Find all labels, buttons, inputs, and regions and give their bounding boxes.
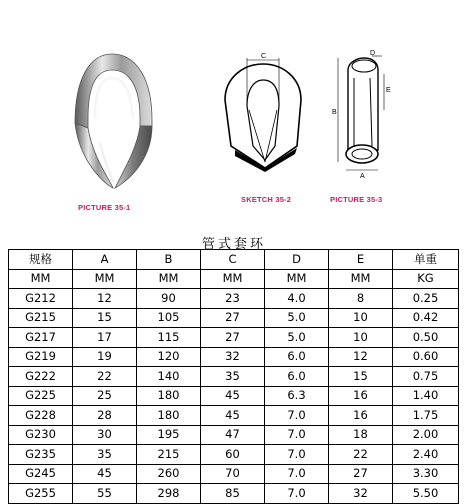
table-cell: 27 [201,308,265,328]
table-cell: 45 [201,386,265,406]
table-cell: 12 [73,289,137,309]
table-row [9,484,459,504]
table-cell: 10 [329,308,393,328]
table-cell: 5.0 [265,328,329,348]
table-cell: 16 [329,386,393,406]
table-cell: 6.0 [265,347,329,367]
table-cell: 10 [329,328,393,348]
table-cell: 90 [137,289,201,309]
table-cell: 7.0 [265,464,329,484]
table-cell: C [201,250,265,270]
picture-35-1-caption: PICTURE 35-1 [78,203,131,212]
table-cell: 115 [137,328,201,348]
table-cell: G228 [9,406,73,426]
table-cell: A [73,250,137,270]
table-cell: G230 [9,425,73,445]
table-cell: 32 [201,347,265,367]
table-cell: 120 [137,347,201,367]
table-cell: 140 [137,367,201,387]
table-cell: 2.40 [393,445,459,465]
table-cell: 单重 [393,250,459,270]
table-cell: 215 [137,445,201,465]
table-cell: MM [9,269,73,289]
table-row [9,328,459,348]
table-cell: 15 [73,308,137,328]
table-cell: MM [265,269,329,289]
table-cell: 22 [73,367,137,387]
table-cell: 2.00 [393,425,459,445]
table-row [9,406,459,426]
table-row [9,464,459,484]
thimble-side-view [320,50,400,190]
table-cell: G215 [9,308,73,328]
table-cell: 27 [201,328,265,348]
table-cell: 15 [329,367,393,387]
table-cell: 6.3 [265,386,329,406]
dim-b-label: B [332,109,337,116]
table-title: 管式套环 [201,237,266,252]
table-cell: 22 [329,445,393,465]
table-row [9,289,459,309]
table-cell: 1.75 [393,406,459,426]
table-row [9,347,459,367]
table-cell: 17 [73,328,137,348]
table-cell: 70 [201,464,265,484]
table-cell: 45 [201,406,265,426]
table-cell: 8 [329,289,393,309]
table-cell: G255 [9,484,73,504]
table-cell: G217 [9,328,73,348]
table-cell: 1.40 [393,386,459,406]
dim-d-label: D [370,50,376,57]
table-cell: G245 [9,464,73,484]
thimble-sketch [215,50,315,175]
table-cell: 6.0 [265,367,329,387]
table-cell: MM [201,269,265,289]
table-cell: 195 [137,425,201,445]
units-row [9,269,459,289]
picture-35-3-caption: PICTURE 35-3 [330,195,383,204]
table-cell: 298 [137,484,201,504]
table-cell: 7.0 [265,484,329,504]
table-row [9,308,459,328]
table-cell: 260 [137,464,201,484]
table-cell: G225 [9,386,73,406]
table-cell: 19 [73,347,137,367]
table-cell: 0.75 [393,367,459,387]
table-cell: 规格 [9,250,73,270]
table-cell: 60 [201,445,265,465]
table-cell: 3.30 [393,464,459,484]
sketch-dim-c: C [261,53,267,60]
table-cell: D [265,250,329,270]
table-cell: G235 [9,445,73,465]
table-cell: 7.0 [265,425,329,445]
table-cell: G212 [9,289,73,309]
table-cell: 0.25 [393,289,459,309]
dim-a-label: A [360,173,365,180]
thimble-photo [55,48,170,198]
table-cell: MM [329,269,393,289]
table-cell: 27 [329,464,393,484]
table-cell: 0.60 [393,347,459,367]
table-cell: E [329,250,393,270]
table-cell: 35 [201,367,265,387]
table-cell: 7.0 [265,445,329,465]
table-cell: 180 [137,386,201,406]
table-cell: KG [393,269,459,289]
table-cell: 5.50 [393,484,459,504]
table-cell: 30 [73,425,137,445]
table-cell: 5.0 [265,308,329,328]
dim-e-label: E [386,87,391,94]
table-cell: 7.0 [265,406,329,426]
table-cell: 45 [73,464,137,484]
sketch-35-2-caption: SKETCH 35-2 [241,195,292,204]
table-row [9,445,459,465]
table-cell: 105 [137,308,201,328]
table-cell: 18 [329,425,393,445]
table-cell: 35 [73,445,137,465]
table-cell: MM [137,269,201,289]
table-cell: 23 [201,289,265,309]
table-row [9,367,459,387]
table-cell: G222 [9,367,73,387]
table-cell: MM [73,269,137,289]
header-row [9,250,459,270]
spec-table [8,249,459,504]
table-cell: 32 [329,484,393,504]
table-row [9,386,459,406]
table-row [9,425,459,445]
table-cell: 85 [201,484,265,504]
table-cell: 4.0 [265,289,329,309]
table-cell: G219 [9,347,73,367]
table-cell: 55 [73,484,137,504]
table-cell: 47 [201,425,265,445]
table-cell: 180 [137,406,201,426]
table-cell: 0.42 [393,308,459,328]
table-cell: B [137,250,201,270]
table-cell: 16 [329,406,393,426]
table-cell: 28 [73,406,137,426]
table-cell: 25 [73,386,137,406]
table-cell: 0.50 [393,328,459,348]
table-cell: 12 [329,347,393,367]
